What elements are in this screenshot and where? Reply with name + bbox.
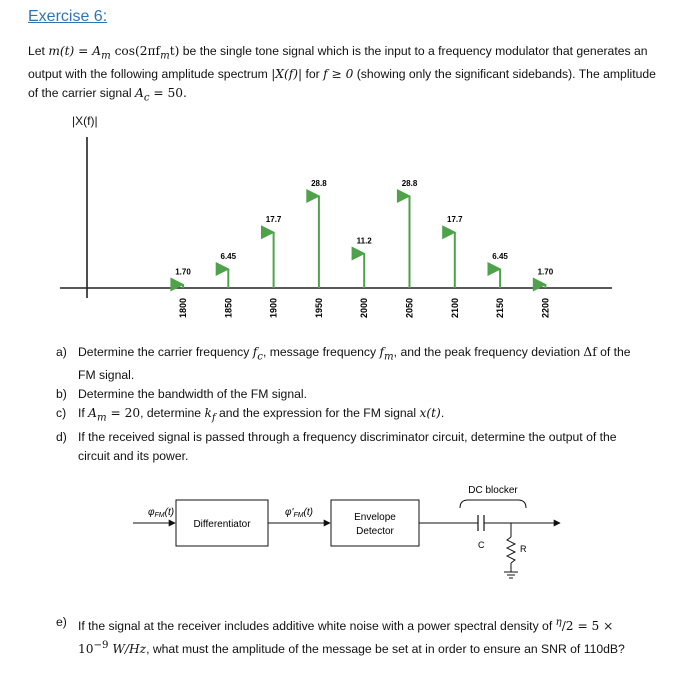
question-b: b) Determine the bandwidth of the FM signal.	[56, 387, 307, 402]
input-signal-label: $\varphi_{FM}(t)$	[148, 507, 175, 519]
question-list	[56, 343, 646, 466]
mid-signal-label: $\varphi'_{FM}(t)$	[285, 507, 313, 519]
value-label-1900: 17.7	[265, 215, 282, 225]
resistor-label: R	[520, 544, 527, 554]
question-d: d) If the received signal is passed through a frequency discriminator circuit, determine the output of the circuit and its power.	[56, 429, 617, 463]
tick-label-2200: 2200	[540, 297, 551, 319]
tick-label-2000: 2000	[359, 297, 370, 319]
value-label-2200: 1.70	[537, 267, 554, 277]
dc-blocker-label: DC blocker	[468, 485, 518, 496]
envelope-label-1: Envelope	[354, 512, 396, 523]
tick-label-1850: 1850	[223, 297, 234, 319]
tick-label-2050: 2050	[404, 297, 415, 319]
resistor	[507, 537, 515, 563]
differentiator-label: Differentiator	[193, 519, 251, 530]
value-label-1800: 1.70	[175, 267, 191, 277]
value-label-1950: 28.8	[311, 179, 327, 188]
value-label-2050: 28.8	[401, 179, 418, 188]
dc-blocker-bracket	[460, 500, 526, 508]
problem-statement: Let $m(t) = A_m$ $\cos(2\pi f_mt)$ be the single tone signal which is the input to a frequency modulator that generates an output with the following amplitude spectrum |X(f)| for f ≥ 0 (showing only the significant sidebands). The amplitude of the carrier signal $A_c = 50$.	[28, 44, 656, 104]
question-a: a) Determine the carrier frequency $f_c$, message frequency $f_m$, and the peak frequency deviation Δf of the FM signal.	[56, 345, 631, 383]
capacitor-label: C	[478, 540, 485, 550]
value-label-2150: 6.45	[492, 251, 508, 261]
tick-label-1800: 1800	[178, 297, 188, 319]
question-c: c) If $A_m = 20$, determine $k_f$ and the expression for the FM signal x(t).	[56, 406, 445, 424]
tick-label-1950: 1950	[313, 297, 324, 319]
envelope-detector-block	[331, 500, 419, 546]
amplitude-spectrum-chart	[0, 130, 675, 330]
envelope-label-2: Detector	[356, 526, 394, 537]
value-label-2100: 17.7	[447, 215, 463, 225]
spectrum-y-label: |X(f)|	[72, 114, 98, 128]
exercise-title: Exercise 6:	[28, 8, 108, 25]
value-label-1850: 6.45	[220, 251, 237, 261]
tick-label-2150: 2150	[495, 297, 506, 319]
tick-label-1900: 1900	[268, 297, 279, 319]
receiver-block-diagram	[0, 475, 675, 595]
question-e: e) If the signal at the receiver includes additive white noise with a power spectral density of $^\eta/2 = 5 \times 10^{-9}$ W/Hz, what must the amplitude of the message be set at in order to ensure an SNR of 110dB?	[56, 615, 625, 657]
value-label-2000: 11.2	[356, 236, 372, 246]
tick-label-2100: 2100	[449, 297, 460, 319]
